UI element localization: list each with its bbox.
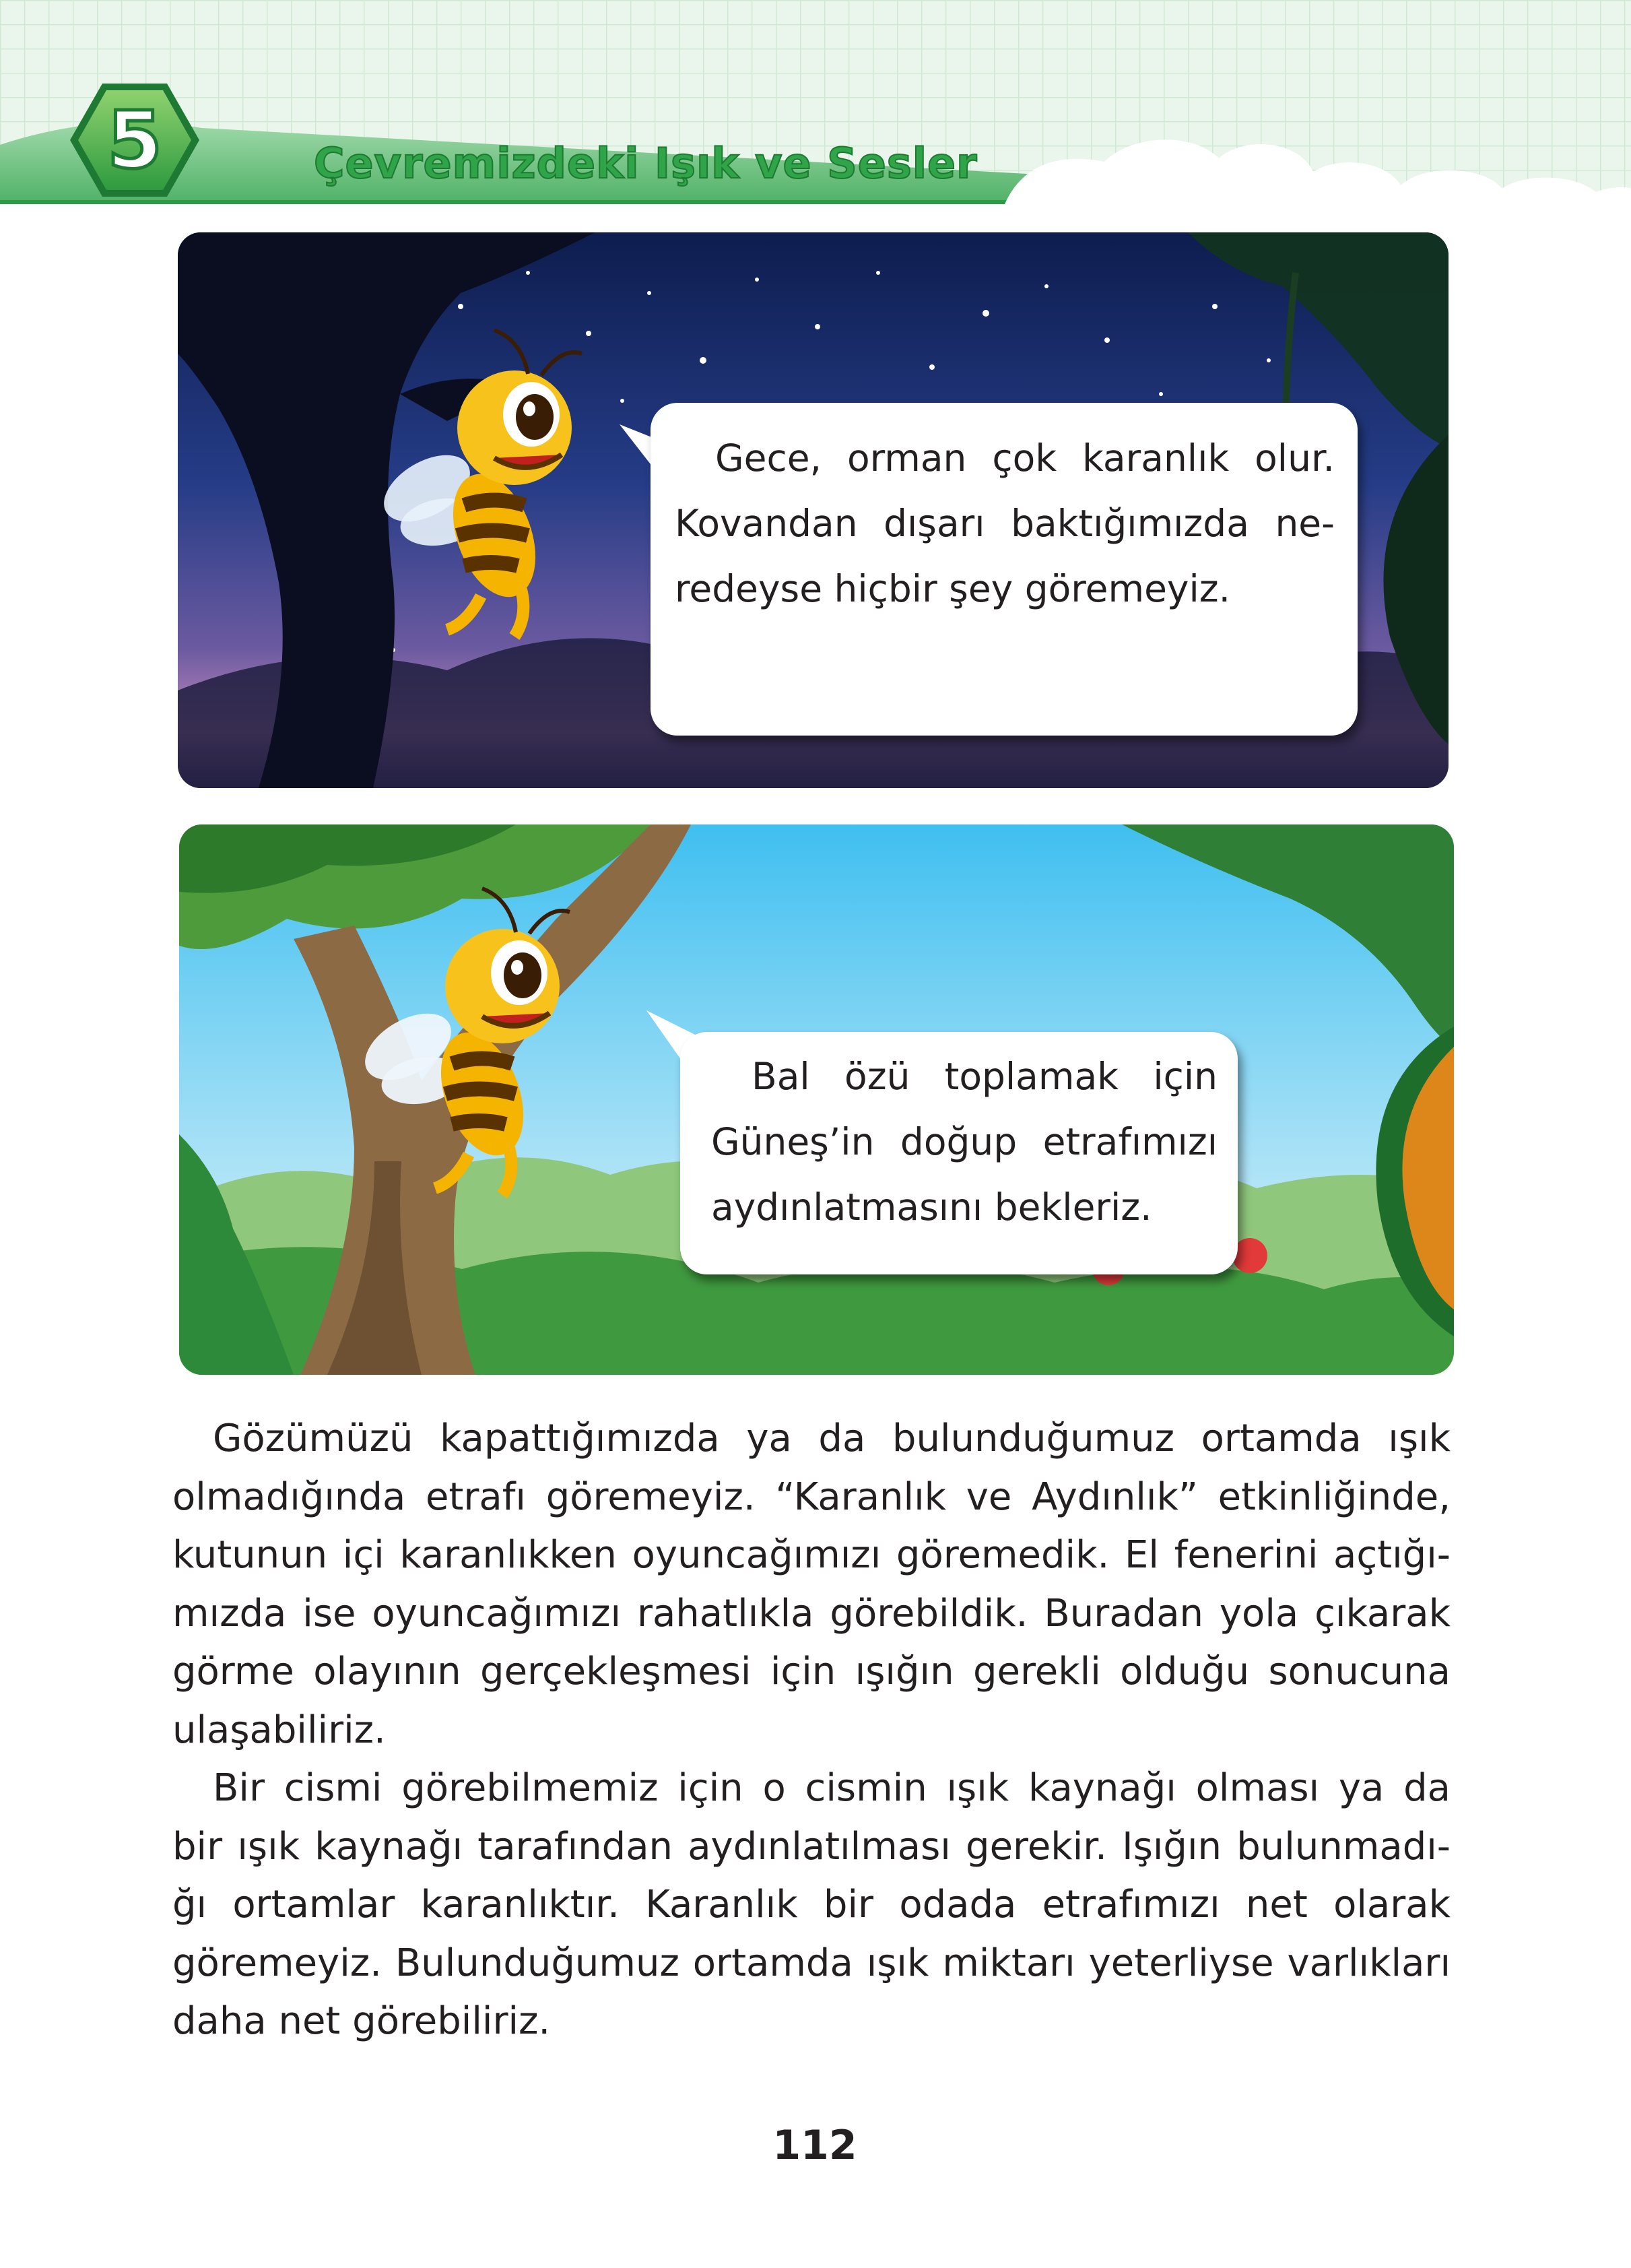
speech-line: Kovandan dışarı baktığımızda ne- [675,502,1335,545]
body-text [172,1410,1451,2051]
chapter-title: Çevremizdeki Işık ve Sesler [314,139,978,188]
paragraph-line: daha net görebiliriz. [172,1999,551,2043]
speech-line: Güneş’in doğup etrafımızı [711,1120,1218,1163]
paragraph-line: mızda ise oyuncağımızı rahatlıkla görebildik. Buradan yola çıkarak [172,1591,1451,1635]
speech-line: Bal özü toplamak için [752,1055,1218,1098]
paragraph-line: Gözümüzü kapattığımızda ya da bulunduğumuz ortamda ışık [213,1417,1451,1460]
paragraph-line: ulaşabiliriz. [172,1708,386,1752]
paragraph-line: Bir cismi görebilmemiz için o cismin ışık kaynağı olması ya da [213,1766,1451,1810]
paragraph-line: görme olayının gerçekleşmesi için ışığın gerekli olduğu sonucuna [172,1650,1451,1693]
header-banner [0,0,1631,229]
paragraph-line: ğı ortamlar karanlıktır. Karanlık bir odada etrafımızı net olarak [172,1883,1451,1926]
chapter-number: 5 [106,94,163,187]
speech-bubble-night [651,403,1358,736]
speech-line: Gece, orman çok karanlık olur. [715,436,1335,480]
speech-bubble-day [680,1032,1238,1274]
paragraph-line: bir ışık kaynağı tarafından aydınlatılması gerekir. Işığın bulunmadı- [172,1824,1451,1869]
paragraph-line: olmadığında etrafı göremeyiz. “Karanlık ve Aydınlık” etkinliğinde, [172,1475,1451,1519]
paragraph-line: göremeyiz. Bulunduğumuz ortamda ışık miktarı yeterliyse varlıkları [172,1941,1451,1985]
paragraph-line: kutunun içi karanlıkken oyuncağımızı göremedik. El fenerini açtığı- [172,1533,1451,1577]
page-number: 112 [772,2122,857,2169]
speech-line: aydınlatmasını bekleriz. [711,1186,1152,1229]
speech-line: redeyse hiçbir şey göremeyiz. [675,567,1231,610]
